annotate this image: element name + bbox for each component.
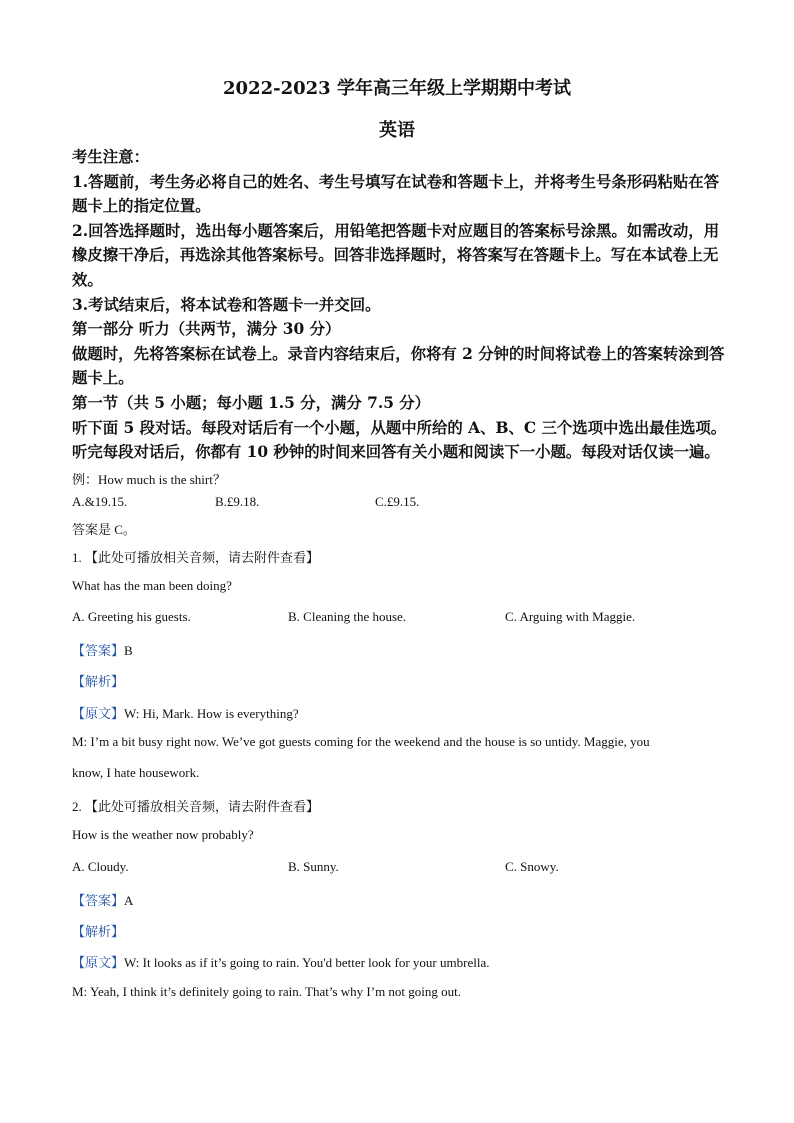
q2-options bbox=[72, 859, 752, 877]
notice-item-1: 1.答题前，考生务必将自己的姓名、考生号填写在试卷和答题卡上，并将考生号条形码粘贴在答题卡上的指定位置。 bbox=[72, 172, 720, 216]
q1-original-line-3: know, I hate housework. bbox=[72, 765, 200, 780]
q1-original-text-1: W: Hi, Mark. How is everything? bbox=[124, 706, 299, 721]
q1-options bbox=[72, 609, 752, 627]
subject-title: 英语 bbox=[379, 120, 415, 141]
q2-original-tag: 【原文】 bbox=[72, 955, 125, 970]
q1-answer: B bbox=[124, 643, 133, 658]
q1-analysis-line bbox=[72, 671, 752, 690]
q2-option-b: B. Sunny. bbox=[288, 859, 339, 874]
q2-answer-tag: 【答案】 bbox=[72, 893, 125, 908]
q1-original-tag: 【原文】 bbox=[72, 706, 125, 721]
notice-item-3: 3.考试结束后，将本试卷和答题卡一并交回。 bbox=[72, 295, 381, 314]
q2-audio-note: 2. 【此处可播放相关音频，请去附件查看】 bbox=[72, 799, 320, 814]
part1-heading: 第一部分 听力（共两节，满分 30 分） bbox=[72, 320, 341, 339]
q2-original-text-1: W: It looks as if it’s going to rain. You'd better look for your umbrella. bbox=[124, 955, 490, 970]
section1-instruction: 听下面 5 段对话。每段对话后有一个小题，从题中所给的 A、B、C 三个选项中选出最佳选项。听完每段对话后，你都有 10 秒钟的时间来回答有关小题和阅读下一小题。每段对话仅读一遍。 bbox=[72, 418, 727, 462]
q1-analysis-tag: 【解析】 bbox=[72, 674, 125, 689]
notice-heading: 考生注意： bbox=[72, 148, 149, 166]
notice-block bbox=[72, 145, 728, 465]
q1-original-line-2: M: I’m a bit busy right now. We’ve got guests coming for the weekend and the house is so untidy. Maggie, you bbox=[72, 734, 650, 749]
q1-option-a: A. Greeting his guests. bbox=[72, 609, 191, 624]
q2-answer-line bbox=[72, 890, 752, 909]
q2-analysis-line bbox=[72, 921, 752, 940]
example-answer: 答案是 C。 bbox=[72, 522, 136, 537]
q1-answer-line bbox=[72, 640, 752, 659]
q1-option-b: B. Cleaning the house. bbox=[288, 609, 407, 624]
notice-item-2: 2.回答选择题时，选出每小题答案后，用铅笔把答题卡对应题目的答案标号涂黑。如需改动，用橡皮擦干净后，再选涂其他答案标号。回答非选择题时，将答案写在答题卡上。写在本试卷上无效。 bbox=[72, 221, 720, 289]
q2-answer: A bbox=[124, 893, 134, 908]
q2-option-c: C. Snowy. bbox=[505, 859, 559, 874]
q2-option-a: A. Cloudy. bbox=[72, 859, 129, 874]
example-option-c: C.£9.15. bbox=[375, 494, 420, 509]
q2-original-line-1 bbox=[72, 952, 752, 971]
q1-audio-note: 1. 【此处可播放相关音频，请去附件查看】 bbox=[72, 550, 320, 565]
example-option-b: B.£9.18. bbox=[215, 494, 260, 509]
q2-analysis-tag: 【解析】 bbox=[72, 924, 125, 939]
example-question: 例：How much is the shirt？ bbox=[72, 472, 226, 487]
q1-answer-tag: 【答案】 bbox=[72, 643, 125, 658]
part1-instruction: 做题时，先将答案标在试卷上。录音内容结束后，你将有 2 分钟的时间将试卷上的答案转涂到答题卡上。 bbox=[72, 344, 725, 388]
q1-option-c: C. Arguing with Maggie. bbox=[505, 609, 636, 624]
exam-title: 2022-2023 学年高三年级上学期期中考试 bbox=[223, 78, 571, 99]
q1-original-line-1 bbox=[72, 703, 752, 722]
section1-heading: 第一节（共 5 小题；每小题 1.5 分，满分 7.5 分） bbox=[72, 393, 431, 412]
example-options bbox=[72, 494, 752, 512]
example-option-a: A.&19.15. bbox=[72, 494, 128, 509]
q2-original-line-2: M: Yeah, I think it’s definitely going to rain. That’s why I’m not going out. bbox=[72, 984, 462, 999]
q1-question: What has the man been doing? bbox=[72, 578, 232, 593]
q2-question: How is the weather now probably? bbox=[72, 827, 254, 842]
